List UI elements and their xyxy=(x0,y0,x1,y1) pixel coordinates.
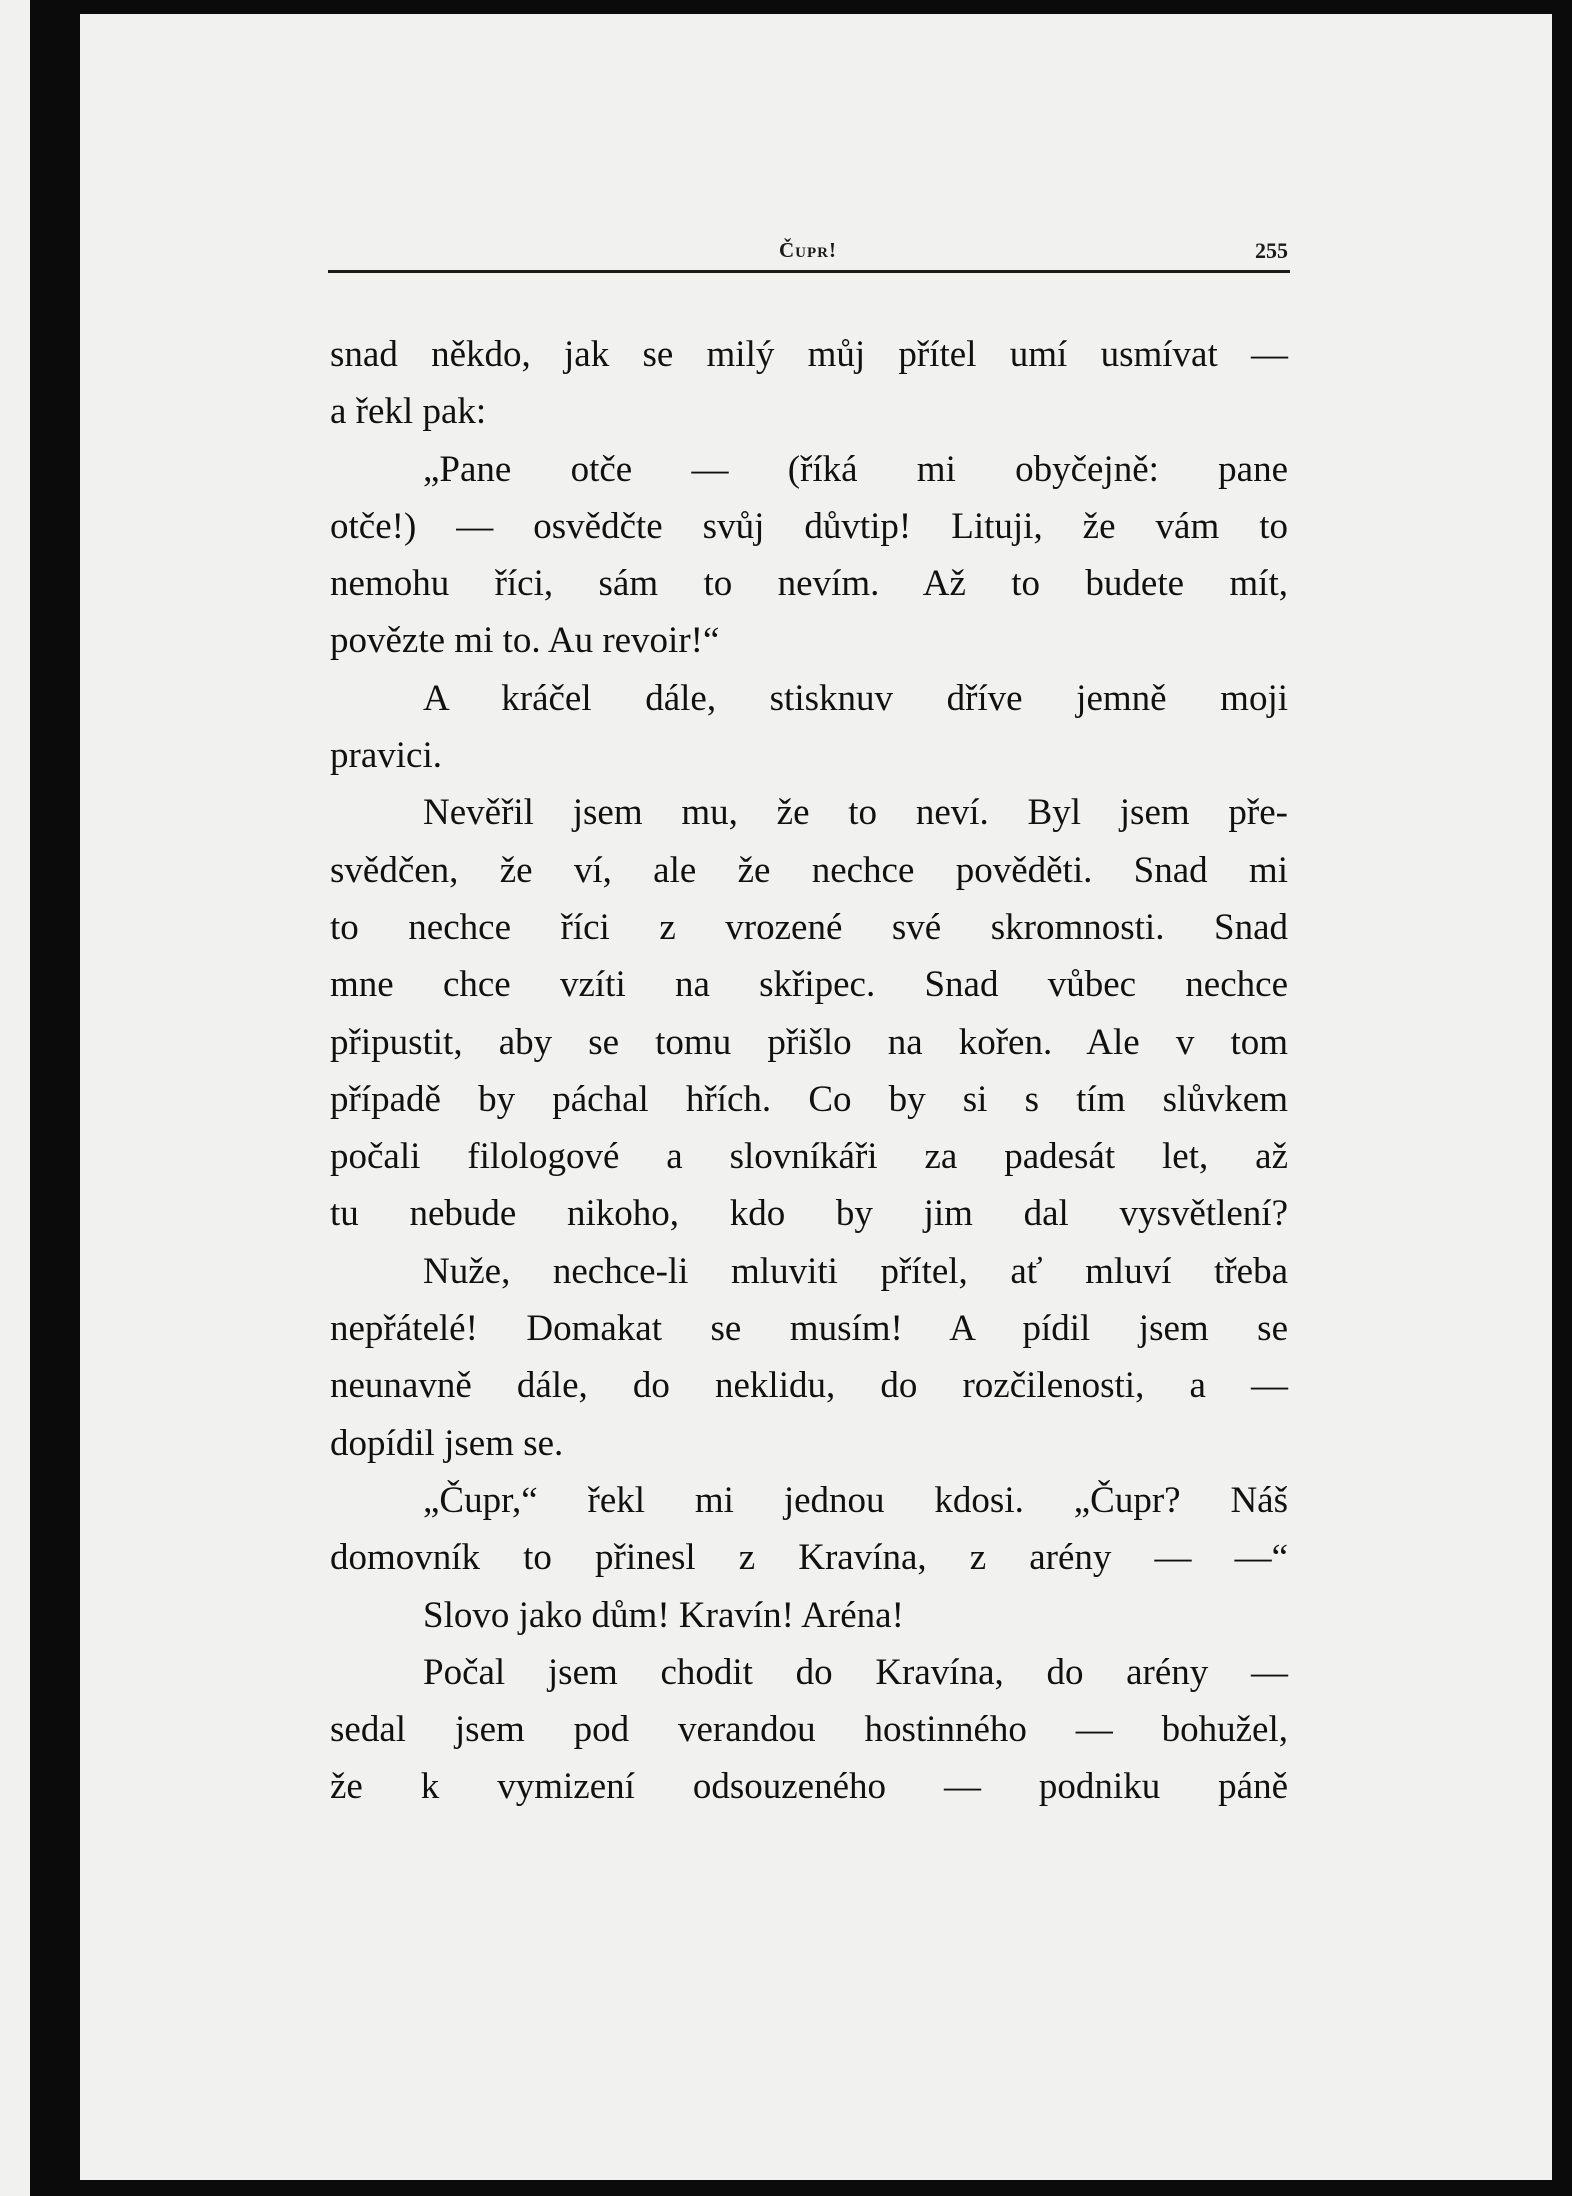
page-header xyxy=(328,238,1288,266)
text-line: tu nebude nikoho, kdo by jim dal vysvětlení? xyxy=(330,1193,1288,1235)
text-line: nepřátelé! Domakat se musím! A pídil jsem se xyxy=(330,1308,1288,1350)
running-title: Čupr! xyxy=(779,238,837,262)
text-line: mne chce vzíti na skřipec. Snad vůbec nechce xyxy=(330,964,1288,1006)
text-line: snad někdo, jak se milý můj přítel umí usmívat — xyxy=(330,334,1288,375)
text-line: povězte mi to. Au revoir!“ xyxy=(330,620,720,662)
text-line: Nevěřil jsem mu, že to neví. Byl jsem pře- xyxy=(423,792,1288,834)
text-line: Počal jsem chodit do Kravína, do arény — xyxy=(423,1651,1288,1693)
text-line: Slovo jako dům! Kravín! Aréna! xyxy=(423,1594,904,1636)
text-line: pravici. xyxy=(330,735,442,777)
text-line: dopídil jsem se. xyxy=(330,1422,564,1464)
page-number: 255 xyxy=(1255,238,1288,263)
text-line: a řekl pak: xyxy=(330,391,487,433)
text-line: otče!) — osvědčte svůj důvtip! Lituji, že vám to xyxy=(330,505,1288,547)
header-rule xyxy=(328,270,1290,273)
body-text xyxy=(330,326,1288,1816)
text-line: že k vymizení odsouzeného — podniku páně xyxy=(330,1766,1288,1808)
text-line: případě by páchal hřích. Co by si s tím slůvkem xyxy=(330,1078,1288,1120)
text-line: „Pane otče — (říká mi obyčejně: pane xyxy=(423,448,1288,490)
text-line: „Čupr,“ řekl mi jednou kdosi. „Čupr? Náš xyxy=(423,1479,1288,1521)
text-line: počali filologové a slovníkáři za padesát let, až xyxy=(330,1136,1288,1178)
book-page xyxy=(80,14,1552,2180)
scan-left-margin xyxy=(0,0,30,2196)
text-line: připustit, aby se tomu přišlo na kořen. Ale v tom xyxy=(330,1021,1288,1063)
text-line: Nuže, nechce-li mluviti přítel, ať mluví třeba xyxy=(423,1250,1288,1292)
text-line: neunavně dále, do neklidu, do rozčilenosti, a — xyxy=(330,1365,1288,1407)
text-line: svědčen, že ví, ale že nechce pověděti. Snad mi xyxy=(330,849,1288,891)
text-line: A kráčel dále, stisknuv dříve jemně moji xyxy=(423,677,1288,719)
text-line: to nechce říci z vrozené své skromnosti. Snad xyxy=(330,906,1288,948)
text-line: sedal jsem pod verandou hostinného — bohužel, xyxy=(330,1709,1288,1751)
text-line: nemohu říci, sám to nevím. Až to budete mít, xyxy=(330,563,1288,605)
text-line: domovník to přinesl z Kravína, z arény — —“ xyxy=(330,1537,1288,1579)
